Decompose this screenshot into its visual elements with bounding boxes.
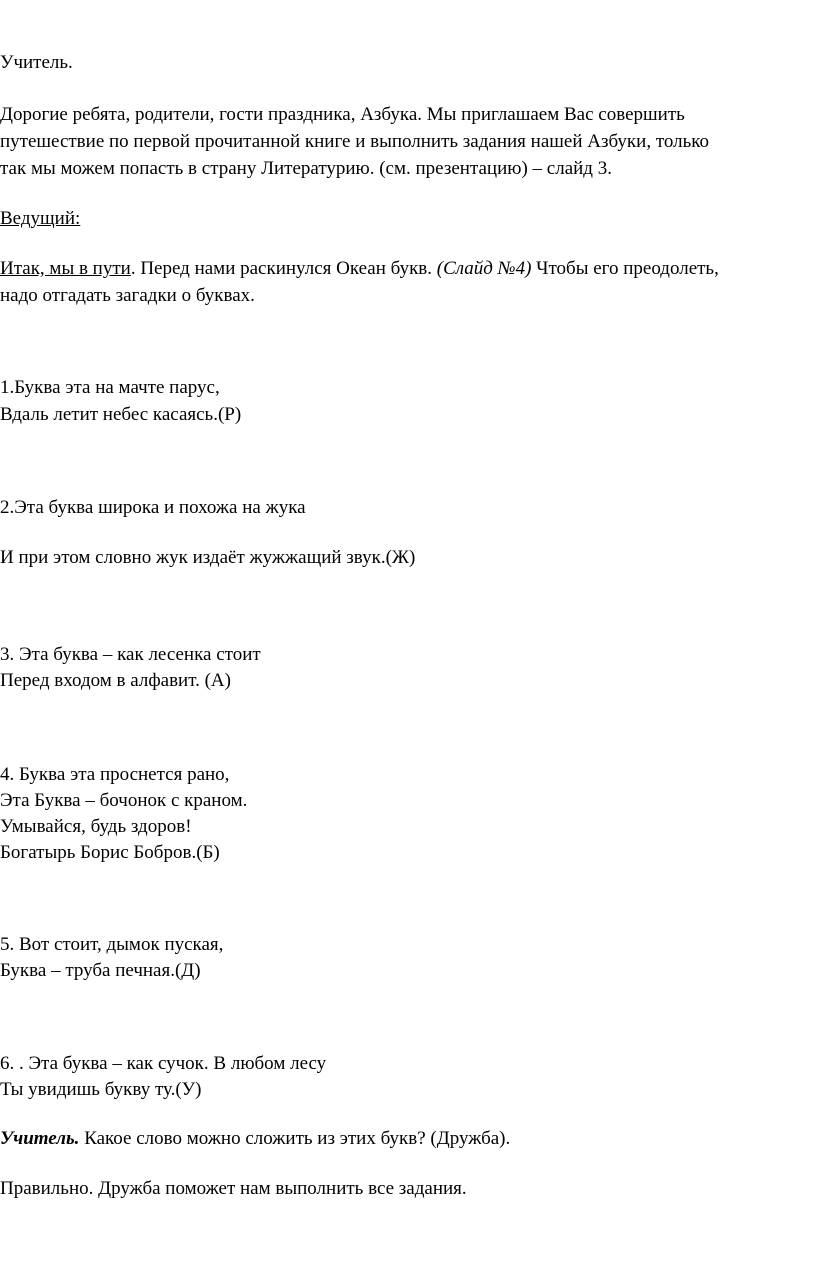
host-text-2: Чтобы его преодолеть, xyxy=(531,258,719,279)
riddle-1-line-2: Вдаль летит небес касаясь.(Р) xyxy=(0,404,242,425)
teacher-question xyxy=(0,1126,510,1152)
riddle-3-line-2: Перед входом в алфавит. (А) xyxy=(0,670,231,691)
riddle-4-line-1: 4. Буква эта проснется рано, xyxy=(0,764,230,785)
host-underlined-phrase: Итак, мы в пути xyxy=(0,258,131,279)
riddle-1-line-1: 1.Буква эта на мачте парус, xyxy=(0,377,220,398)
host-paragraph-line-1 xyxy=(0,256,719,282)
riddle-3-line-1: 3. Эта буква – как лесенка стоит xyxy=(0,644,261,665)
intro-line-1: Дорогие ребята, родители, гости праздника, Азбука. Мы приглашаем Вас совершить xyxy=(0,104,685,125)
speaker-host: Ведущий: xyxy=(0,208,81,229)
riddle-2-line-1: 2.Эта буква широка и похожа на жука xyxy=(0,497,306,518)
closing-line: Правильно. Дружба поможет нам выполнить все задания. xyxy=(0,1178,467,1199)
riddle-6-line-2: Ты увидишь букву ту.(У) xyxy=(0,1079,202,1100)
riddle-2-line-2: И при этом словно жук издаёт жужжащий звук.(Ж) xyxy=(0,547,416,568)
host-paragraph-line-2: надо отгадать загадки о буквах. xyxy=(0,285,255,306)
riddle-4-line-2: Эта Буква – бочонок с краном. xyxy=(0,790,248,811)
riddle-4-line-4: Богатырь Борис Бобров.(Б) xyxy=(0,842,220,863)
riddle-5-line-1: 5. Вот стоит, дымок пуская, xyxy=(0,934,224,955)
intro-line-3: так мы можем попасть в страну Литературию. (см. презентацию) – слайд 3. xyxy=(0,158,612,179)
teacher-question-text: Какое слово можно сложить из этих букв? (Дружба). xyxy=(79,1128,511,1149)
riddle-4-line-3: Умывайся, будь здоров! xyxy=(0,816,192,837)
riddle-5-line-2: Буква – труба печная.(Д) xyxy=(0,960,201,981)
speaker-teacher: Учитель. xyxy=(0,52,73,73)
slide-reference: (Слайд №4) xyxy=(436,258,532,279)
teacher-question-speaker: Учитель. xyxy=(0,1128,80,1149)
riddle-6-line-1: 6. . Эта буква – как сучок. В любом лесу xyxy=(0,1053,327,1074)
host-text-1: . Перед нами раскинулся Океан букв. xyxy=(130,258,437,279)
intro-line-2: путешествие по первой прочитанной книге и выполнить задания нашей Азбуки, только xyxy=(0,131,710,152)
